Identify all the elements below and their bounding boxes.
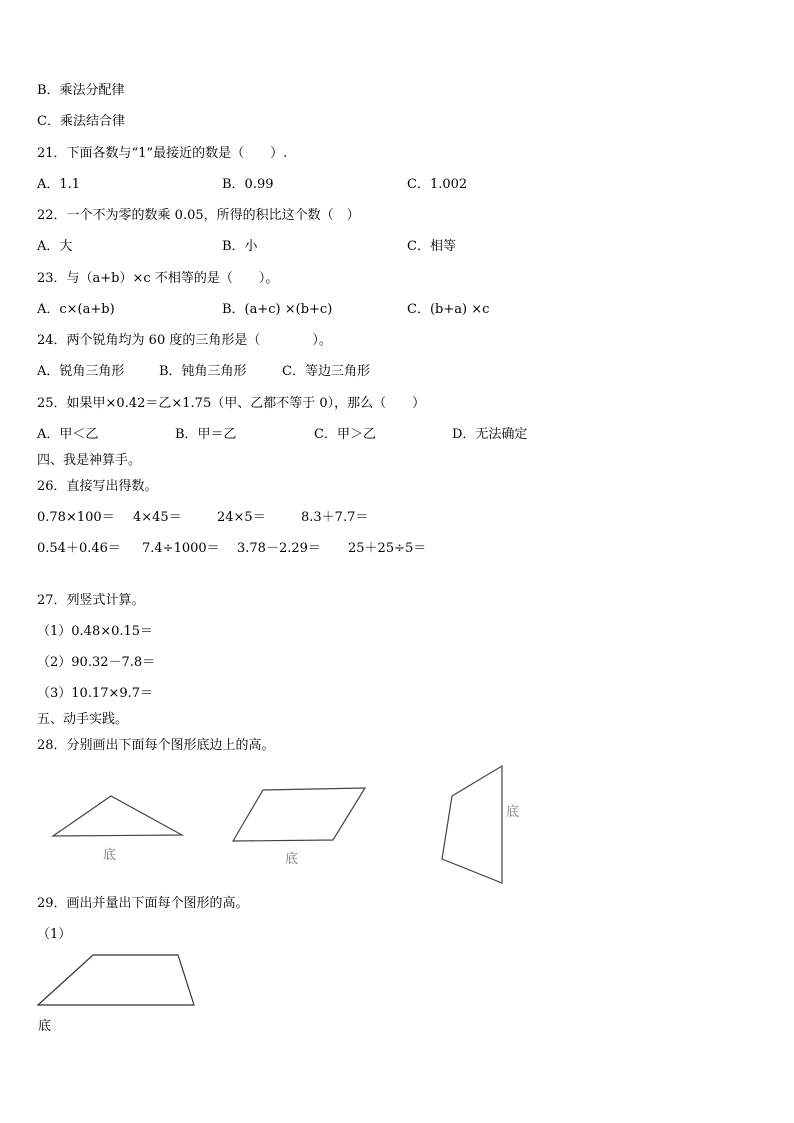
q29-stem: 29．画出并量出下面每个图形的高。 <box>37 896 249 911</box>
q29-trapezoid <box>38 955 194 1005</box>
q28-stem: 28．分别画出下面每个图形底边上的高。 <box>37 738 275 753</box>
q23-stem: 23．与（a+b）×c 不相等的是（ ）。 <box>37 271 279 286</box>
option-c-associative: C．乘法结合律 <box>37 114 125 129</box>
q24-option-c: C．等边三角形 <box>282 364 370 379</box>
q26-expr-6: 7.4÷1000＝ <box>142 541 220 556</box>
q28-triangle <box>53 796 182 836</box>
q24-option-a: A．锐角三角形 <box>37 364 125 379</box>
q22-option-a: A．大 <box>37 239 73 254</box>
q25-stem: 25．如果甲×0.42＝乙×1.75（甲、乙都不等于 0），那么（ ） <box>37 396 426 411</box>
q23-option-c: C．(b+a) ×c <box>407 302 490 317</box>
q29-base-label: 底 <box>38 1019 52 1034</box>
q21-stem: 21．下面各数与“1”最接近的数是（ ）. <box>37 146 288 161</box>
q26-expr-7: 3.78－2.29＝ <box>237 541 321 556</box>
q26-stem: 26．直接写出得数。 <box>37 479 158 494</box>
q27-item-3: （3）10.17×9.7＝ <box>37 686 154 701</box>
q24-stem: 24．两个锐角均为 60 度的三角形是（ ）。 <box>37 333 332 348</box>
q24-option-b: B．钝角三角形 <box>159 364 247 379</box>
q27-item-1: （1）0.48×0.15＝ <box>37 624 154 639</box>
section-4-title: 四、我是神算手。 <box>37 453 142 468</box>
q26-expr-1: 0.78×100＝ <box>37 510 115 525</box>
q25-option-c: C．甲＞乙 <box>314 427 376 442</box>
q23-option-b: B．(a+c) ×(b+c) <box>222 302 333 317</box>
q21-option-b: B．0.99 <box>222 177 274 192</box>
q21-option-c: C．1.002 <box>407 177 468 192</box>
q25-option-b: B．甲＝乙 <box>175 427 237 442</box>
option-b-distributive: B．乘法分配律 <box>37 83 125 98</box>
q26-expr-8: 25＋25÷5＝ <box>348 541 427 556</box>
section-5-title: 五、动手实践。 <box>37 712 129 727</box>
q27-stem: 27．列竖式计算。 <box>37 593 145 608</box>
q27-item-2: （2）90.32－7.8＝ <box>37 655 156 670</box>
q25-option-d: D．无法确定 <box>452 427 528 442</box>
q22-option-b: B．小 <box>222 239 258 254</box>
q22-option-c: C．相等 <box>407 239 456 254</box>
q26-expr-2: 4×45＝ <box>133 510 182 525</box>
q23-option-a: A．c×(a+b) <box>37 302 115 317</box>
q21-option-a: A．1.1 <box>37 177 81 192</box>
q26-expr-5: 0.54＋0.46＝ <box>37 541 121 556</box>
q28-parallelogram-base-label: 底 <box>285 852 299 867</box>
q29-sub-1: （1） <box>37 927 72 942</box>
q28-parallelogram <box>233 788 365 841</box>
q28-trapezoid-base-label: 底 <box>506 805 520 820</box>
q26-expr-4: 8.3＋7.7＝ <box>301 510 369 525</box>
q28-triangle-base-label: 底 <box>103 848 117 863</box>
q22-stem: 22．一个不为零的数乘 0.05，所得的积比这个数（ ） <box>37 208 360 223</box>
q26-expr-3: 24×5＝ <box>217 510 266 525</box>
q28-trapezoid <box>442 766 502 883</box>
q25-option-a: A．甲＜乙 <box>37 427 99 442</box>
